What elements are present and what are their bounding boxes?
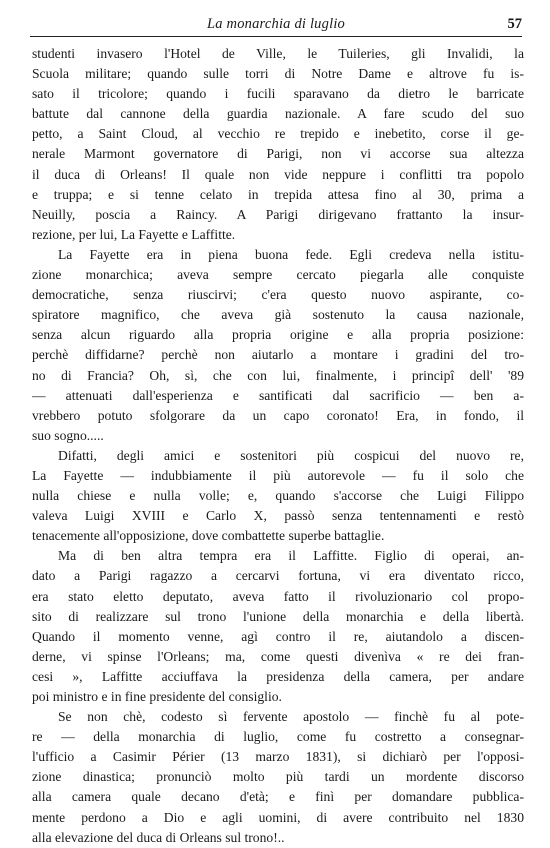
text-line: suo sogno..... <box>32 427 104 443</box>
text-line: petto, a Saint Cloud, al vecchio re trepido e inebetito, corse il ge- <box>32 126 524 142</box>
text-line: Neuilly, poscia a Raincy. A Parigi dirigevano frattanto la insur- <box>32 206 524 222</box>
text-line: democratiche, senza riuscirvi; c'era questo nuovo aspirante, co- <box>32 287 524 303</box>
running-header <box>30 14 522 37</box>
text-line: e truppa; e si tenne celato in trepida attesa fino al 30, prima a <box>32 186 524 202</box>
text-line: derne, vi spinse l'Orleans; ma, come questi divenìva « re dei fran- <box>32 648 524 664</box>
text-line: La Fayette era in piena buona fede. Egli credeva nella istitu- <box>58 246 524 262</box>
text-line: — attenuati dall'esperienza e santificati dal sacrificio — ben a- <box>32 387 524 403</box>
text-line: sito di realizzare sul trono l'unione della monarchia e della libertà. <box>32 608 524 624</box>
text-line: La Fayette — indubbiamente il più autorevole — fu il solo che <box>32 467 524 483</box>
text-line: Quando il momento venne, agì contro il re, aiutandolo a discen- <box>32 628 524 644</box>
text-line: il duca di Orleans! Il quale non vide neppure i conflitti tra popolo <box>32 166 524 182</box>
text-line: nulla chiese e nulla volle; e, quando s'accorse che Luigi Filippo <box>32 488 524 504</box>
text-line: mente perdono a Dio e agli uomini, di avere contribuito nel 1830 <box>32 809 524 825</box>
text-line: battute dal cannone della guardia nazionale. A fare scudo del suo <box>32 106 524 122</box>
text-line: nerale Marmont governatore di Parigi, non vi accorse sua altezza <box>32 146 524 162</box>
body-text <box>32 44 524 848</box>
text-line: cesi », Laffitte acciuffava la presidenza della camera, per andare <box>32 668 524 684</box>
text-line: no di Francia? Oh, sì, che con lui, finalmente, i principî dell' '89 <box>32 367 524 383</box>
text-line: re — della monarchia di luglio, come fu costretto a consegnar- <box>32 729 524 745</box>
text-line: spiratore magnifico, che aveva già sostenuto la causa nazionale, <box>32 307 524 323</box>
text-line: Se non chè, codesto sì fervente apostolo — finchè fu al pote- <box>58 709 524 725</box>
text-line: poi ministro e in fine presidente del consiglio. <box>32 689 282 704</box>
page-number: 57 <box>507 16 522 32</box>
running-title: La monarchia di luglio <box>207 16 345 32</box>
text-line: perchè diffidarne? perchè non aiutarlo a montare i gradini del tro- <box>32 347 524 363</box>
text-line: l'ufficio a Casimir Périer (13 marzo 1831), si dichiarò per l'opposi- <box>32 749 524 765</box>
text-line: alla elevazione del duca di Orleans sul trono!.. <box>32 829 285 845</box>
text-line: vrebbero potuto sfolgorare da un capo coronato! Era, in fondo, il <box>32 407 524 423</box>
text-line: studenti invasero l'Hotel de Ville, le Tuileries, gli Invalidi, la <box>32 46 524 61</box>
text-line: senza alcun riguardo alla propria origine e alla propria posizione: <box>32 327 524 343</box>
text-line: Scuola militare; quando sulle torri di Notre Dame e altrove fu is- <box>32 66 524 82</box>
text-line: Ma di ben altra tempra era il Laffitte. Figlio di operai, an- <box>58 548 524 564</box>
text-line: rezione, per lui, La Fayette e Laffitte. <box>32 226 236 242</box>
text-line: valeva Luigi XVIII e Carlo X, passò senza tentennamenti e restò <box>32 508 524 524</box>
text-line: zione dinastica; pronunciò molto più tardi un mordente discorso <box>32 769 524 785</box>
text-line: alla camera quale decano d'età; e finì per domandare pubblica- <box>32 789 524 805</box>
text-line: Difatti, degli amici e sostenitori più cospicui del nuovo re, <box>58 447 524 463</box>
text-line: era stato eletto deputato, aveva fatto il rivoluzionario col propo- <box>32 588 524 604</box>
text-line: sato il tricolore; quando i fucili sparavano da dietro le barricate <box>32 86 524 102</box>
text-line: zione monarchica; aveva sempre cercato piegarla alle conquiste <box>32 267 524 283</box>
text-line: dato a Parigi ragazzo a cercarvi fortuna, vi era diventato ricco, <box>32 568 524 584</box>
text-line: tenacemente all'opposizione, dove combattette superbe battaglie. <box>32 528 385 544</box>
